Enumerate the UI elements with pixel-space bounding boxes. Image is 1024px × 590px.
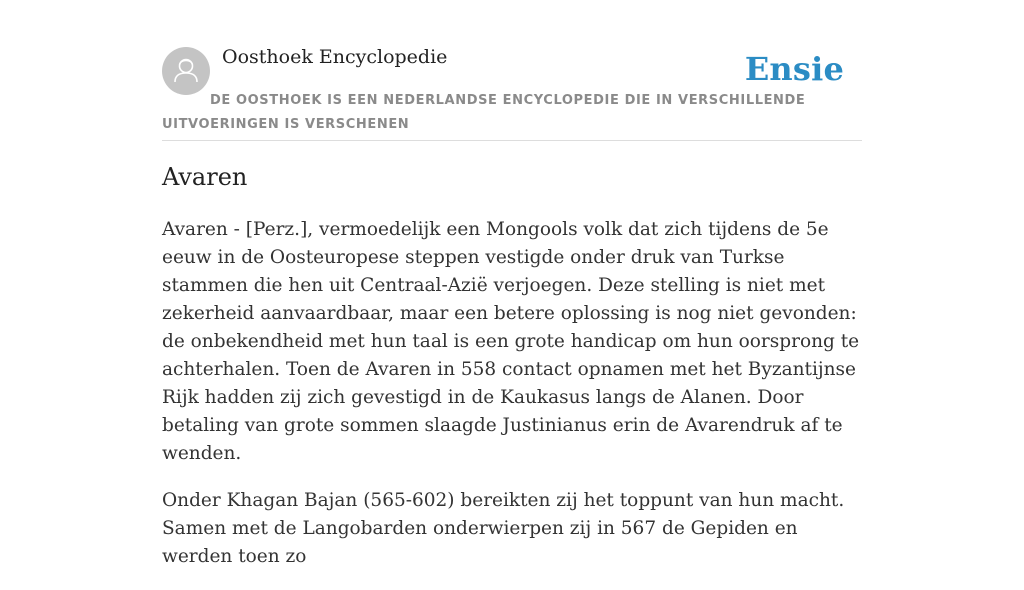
article-title: Avaren [162,163,248,191]
ensie-logo-link[interactable]: Ensie [744,50,844,88]
page [162,0,862,567]
author-avatar-icon[interactable] [162,47,210,95]
author-tagline: DE OOSTHOEK IS EEN NEDERLANDSE ENCYCLOPEDIE DIE IN VERSCHILLENDE UITVOERINGEN IS VERSCHENEN [162,93,806,132]
user-silhouette-icon [162,47,210,95]
article-paragraph-2: Onder Khagan Bajan (565-602) bereikten zij het toppunt van hun macht. Samen met de Langobarden onderwierpen zij in 567 de Gepiden en werden toen zo [162,490,845,567]
header [162,0,862,141]
author-name[interactable]: Oosthoek Encyclopedie [222,46,448,68]
article-paragraph-1: Avaren - [Perz.], vermoedelijk een Mongools volk dat zich tijdens de 5e eeuw in de Oosteuropese steppen vestigde onder druk van Turkse stammen die hen uit Centraal-Azië verjoegen. Deze stelling is niet met zekerheid aanvaardbaar, maar een betere oplossing is nog niet gevonden: de onbekendheid met hun taal is een grote handicap om hun oorsprong te achterhalen. Toen de Avaren in 558 contact opnamen met het Byzantijnse Rijk hadden zij zich gevestigd in de Kaukasus langs de Alanen. Door betaling van grote sommen slaagde Justinianus erin de Avarendruk af te wenden. [162,219,860,464]
article-body [162,216,862,590]
